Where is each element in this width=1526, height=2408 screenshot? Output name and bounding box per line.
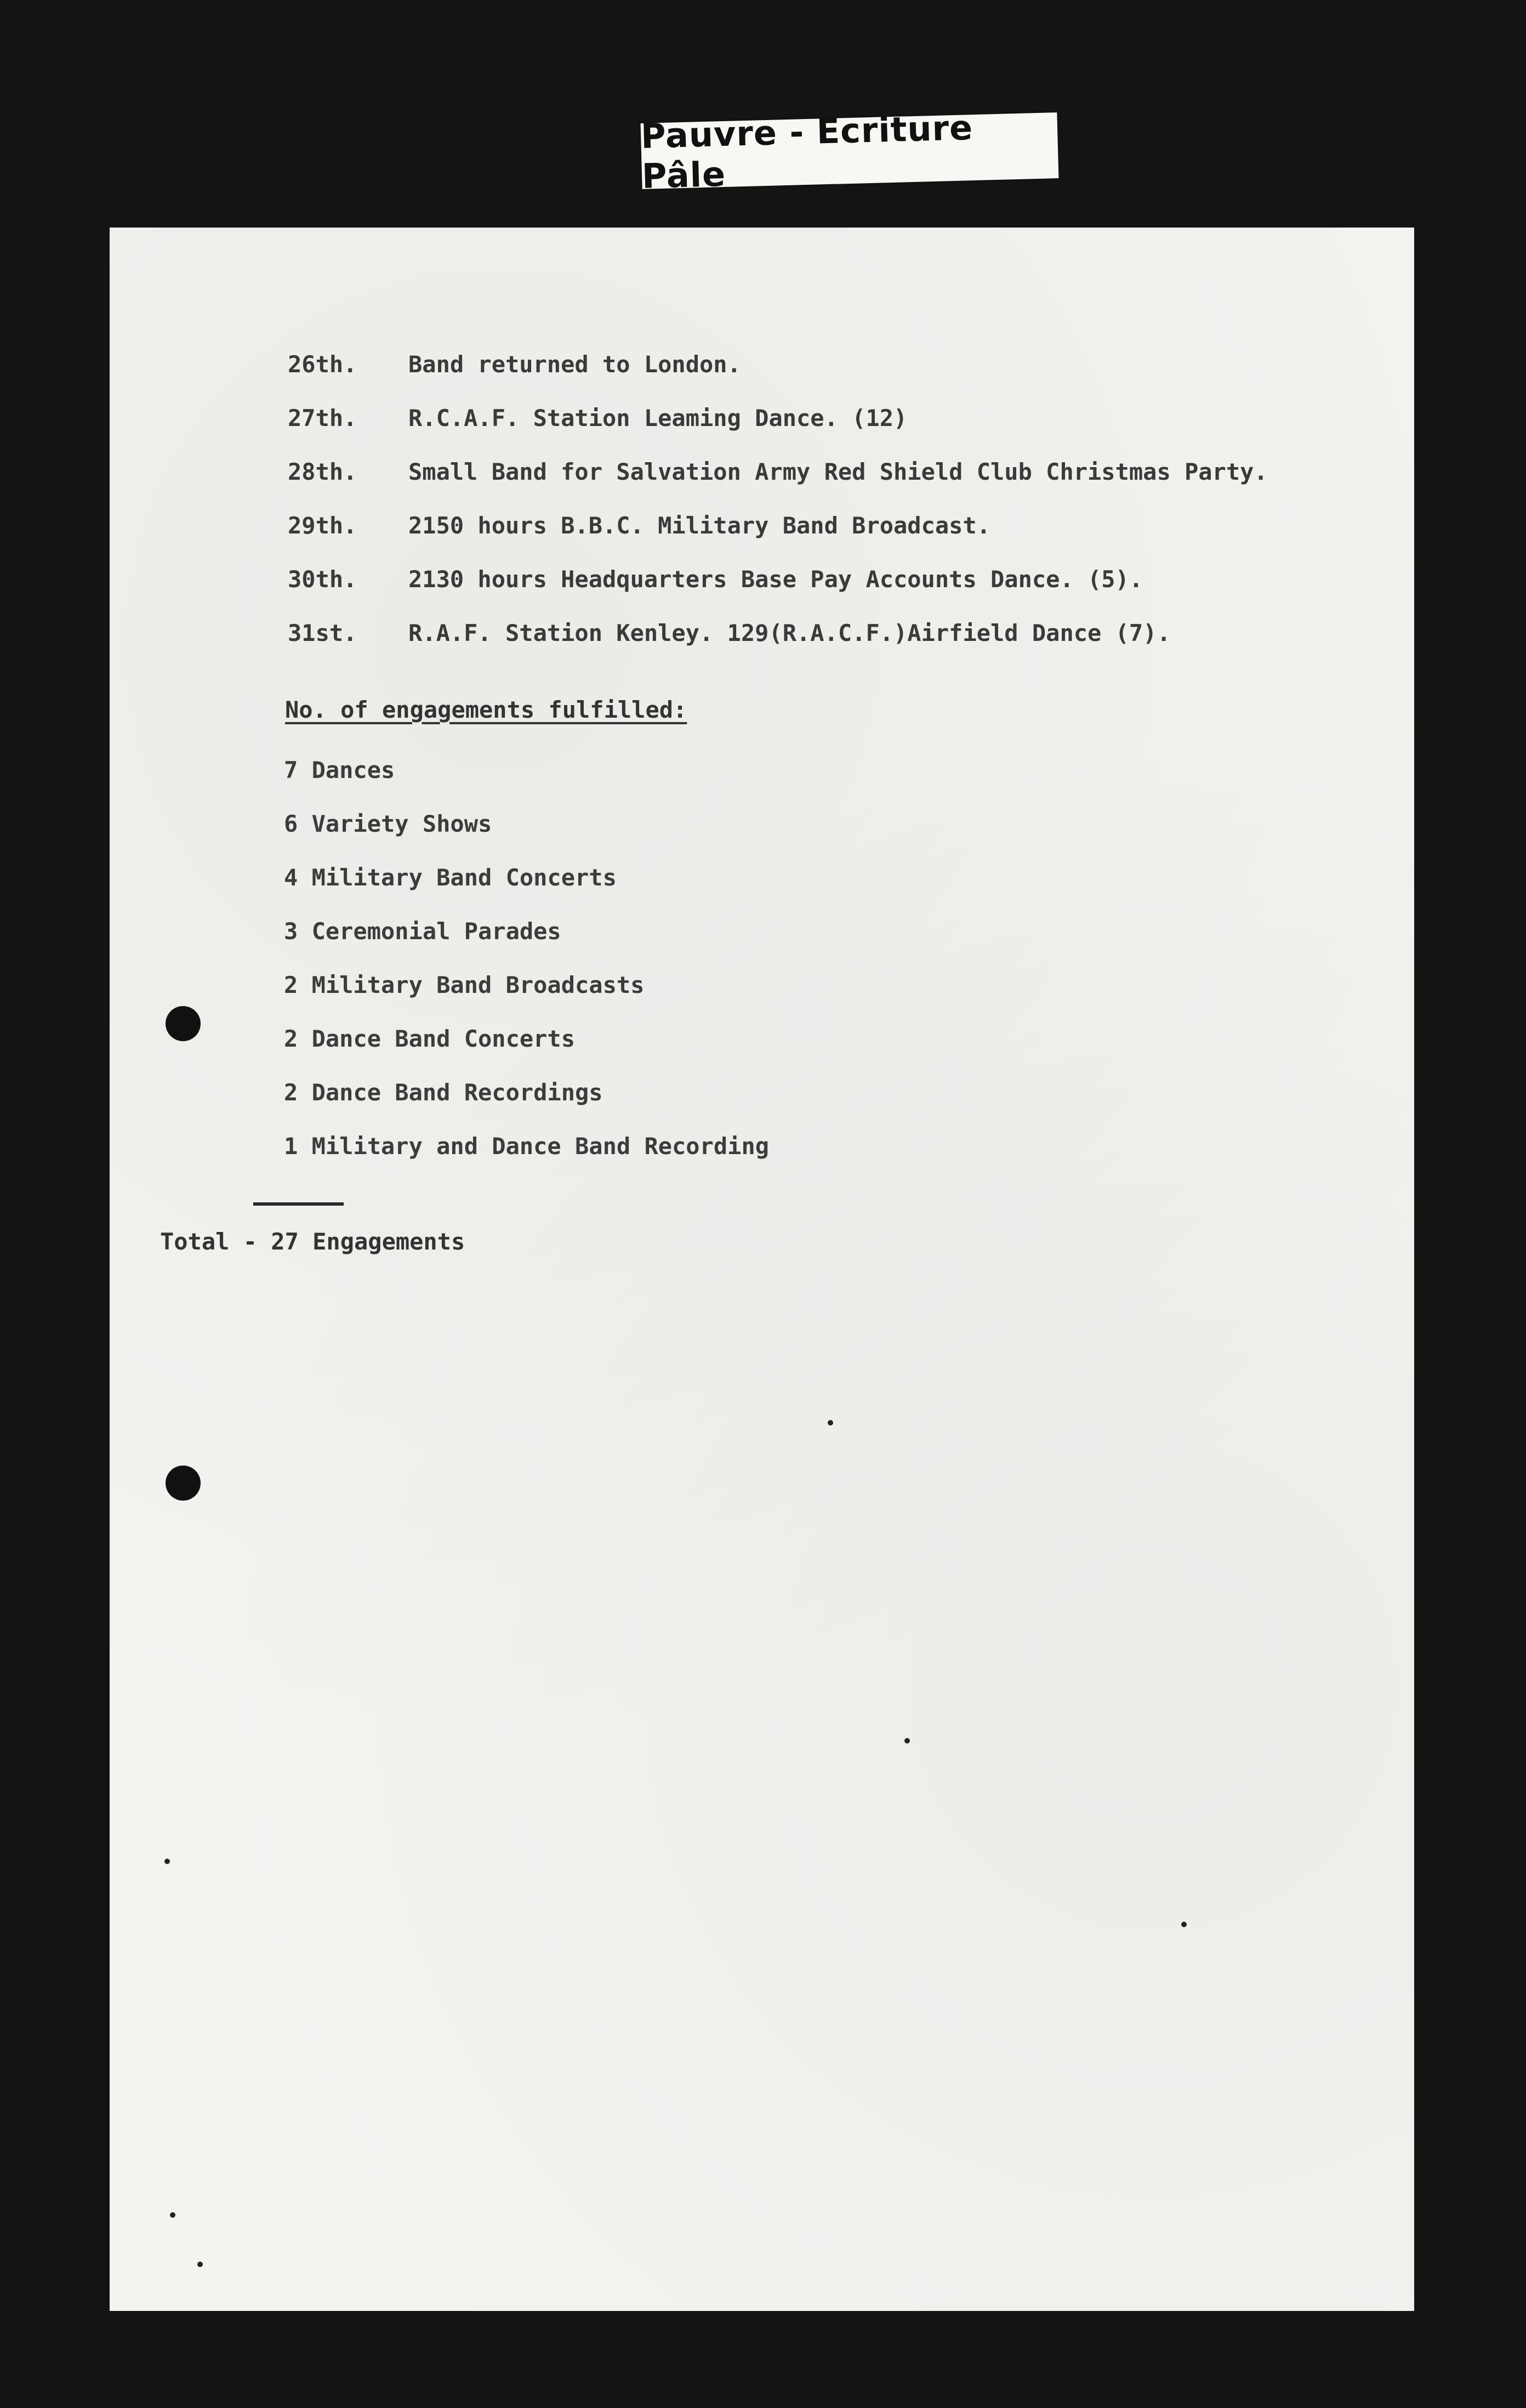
engagement-count-item: 1 Military and Dance Band Recording bbox=[284, 1132, 770, 1160]
ink-speck bbox=[828, 1420, 833, 1426]
entry-text: R.A.F. Station Kenley. 129(R.A.C.F.)Airfield Dance (7). bbox=[408, 619, 1171, 646]
engagement-count-item: 2 Dance Band Recordings bbox=[284, 1078, 603, 1106]
ink-speck bbox=[1181, 1922, 1187, 1927]
ink-speck bbox=[164, 1859, 170, 1864]
total-divider-rule bbox=[253, 1202, 344, 1206]
diary-entry bbox=[288, 337, 1268, 391]
entry-day: 27th. bbox=[288, 404, 357, 431]
engagements-list bbox=[284, 743, 769, 1173]
engagement-count-item: 4 Military Band Concerts bbox=[284, 864, 617, 891]
ink-speck bbox=[904, 1738, 910, 1743]
punch-hole-lower bbox=[166, 1466, 201, 1501]
entry-text: 2150 hours B.B.C. Military Band Broadcast. bbox=[408, 512, 991, 539]
ink-speck bbox=[197, 2262, 203, 2267]
entry-text: Small Band for Salvation Army Red Shield Club Christmas Party. bbox=[408, 458, 1268, 485]
diary-entry bbox=[288, 498, 1268, 552]
entry-day: 30th. bbox=[288, 565, 357, 593]
entry-day: 31st. bbox=[288, 619, 357, 646]
entry-text: R.C.A.F. Station Leaming Dance. (12) bbox=[408, 404, 908, 431]
diary-entry bbox=[288, 552, 1268, 606]
diary-entry bbox=[288, 445, 1268, 498]
engagement-count-item: 6 Variety Shows bbox=[284, 810, 492, 837]
engagement-count-item: 7 Dances bbox=[284, 756, 395, 783]
diary-entry bbox=[288, 606, 1268, 660]
entry-day: 26th. bbox=[288, 350, 357, 378]
document-page bbox=[110, 228, 1414, 2311]
entry-text: Band returned to London. bbox=[408, 350, 741, 378]
entry-day: 28th. bbox=[288, 458, 357, 485]
engagements-total: Total - 27 Engagements bbox=[160, 1228, 465, 1255]
diary-entries bbox=[288, 337, 1268, 660]
ink-speck bbox=[170, 2212, 175, 2218]
entry-day: 29th. bbox=[288, 512, 357, 539]
punch-hole-upper bbox=[166, 1006, 201, 1041]
diary-entry bbox=[288, 391, 1268, 445]
engagement-count-item: 2 Military Band Broadcasts bbox=[284, 971, 645, 998]
entry-text: 2130 hours Headquarters Base Pay Accounts Dance. (5). bbox=[408, 565, 1143, 593]
archive-label-text: Pauvre - Ecriture Pâle bbox=[640, 107, 973, 196]
engagement-count-item: 3 Ceremonial Parades bbox=[284, 917, 561, 945]
engagements-heading: No. of engagements fulfilled: bbox=[285, 696, 687, 723]
engagement-count-item: 2 Dance Band Concerts bbox=[284, 1025, 576, 1052]
archive-label-slip bbox=[640, 107, 1059, 196]
